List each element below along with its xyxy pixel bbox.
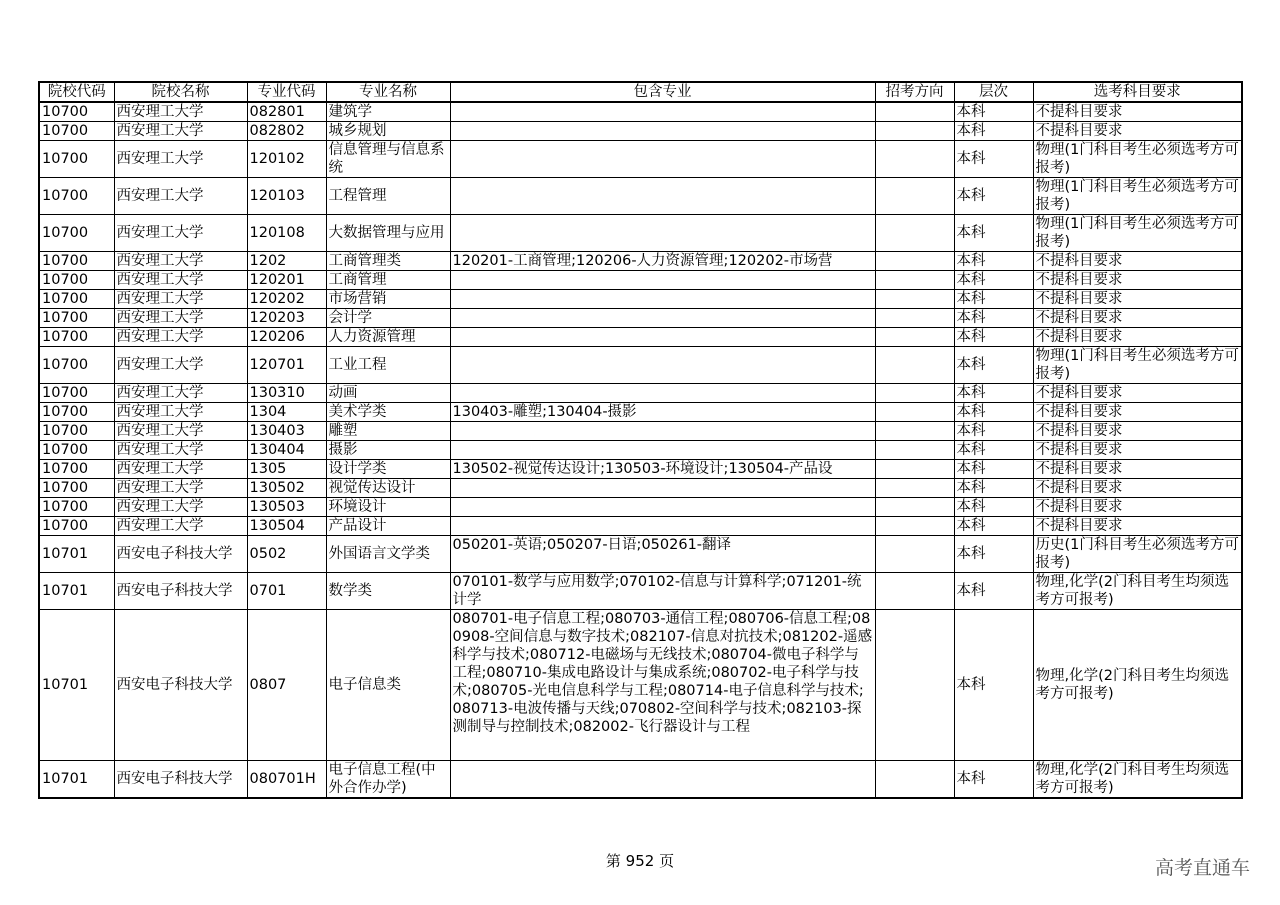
cell-direction <box>875 141 954 178</box>
cell-major-code: 130403 <box>247 422 326 441</box>
cell-major-code: 0502 <box>247 536 326 573</box>
admission-table-sheet <box>38 81 1241 799</box>
cell-level: 本科 <box>954 761 1033 799</box>
cell-major-name: 建筑学 <box>326 102 450 122</box>
cell-major-name: 会计学 <box>326 309 450 328</box>
cell-included-majors <box>450 517 875 536</box>
table-row <box>39 328 1242 347</box>
cell-direction <box>875 252 954 271</box>
cell-subject-requirement: 历史(1门科目考生必须选考方可报考) <box>1033 536 1242 573</box>
cell-subject-requirement: 不提科目要求 <box>1033 403 1242 422</box>
cell-included-majors: 130502-视觉传达设计;130503-环境设计;130504-产品设 <box>450 460 875 479</box>
cell-school-name: 西安理工大学 <box>114 252 247 271</box>
cell-level: 本科 <box>954 384 1033 403</box>
cell-school-name: 西安理工大学 <box>114 290 247 309</box>
cell-school-name: 西安理工大学 <box>114 122 247 141</box>
cell-direction <box>875 215 954 252</box>
table-row <box>39 573 1242 610</box>
table-row <box>39 610 1242 761</box>
cell-level: 本科 <box>954 460 1033 479</box>
table-row <box>39 271 1242 290</box>
cell-school-code: 10700 <box>39 384 114 403</box>
cell-major-code: 130310 <box>247 384 326 403</box>
cell-school-code: 10700 <box>39 271 114 290</box>
table-row <box>39 460 1242 479</box>
cell-included-majors: 070101-数学与应用数学;070102-信息与计算科学;071201-统计学 <box>450 573 875 610</box>
cell-school-name: 西安理工大学 <box>114 328 247 347</box>
header-subject-requirement: 选考科目要求 <box>1033 82 1242 102</box>
cell-subject-requirement: 不提科目要求 <box>1033 271 1242 290</box>
cell-included-majors <box>450 347 875 384</box>
cell-school-name: 西安电子科技大学 <box>114 573 247 610</box>
cell-level: 本科 <box>954 178 1033 215</box>
cell-major-code: 080701H <box>247 761 326 799</box>
cell-level: 本科 <box>954 102 1033 122</box>
cell-included-majors <box>450 422 875 441</box>
cell-major-name: 外国语言文学类 <box>326 536 450 573</box>
cell-major-name: 人力资源管理 <box>326 328 450 347</box>
cell-major-name: 工商管理类 <box>326 252 450 271</box>
cell-direction <box>875 517 954 536</box>
cell-included-majors <box>450 290 875 309</box>
cell-school-name: 西安理工大学 <box>114 384 247 403</box>
cell-direction <box>875 328 954 347</box>
cell-major-code: 120103 <box>247 178 326 215</box>
cell-subject-requirement: 不提科目要求 <box>1033 328 1242 347</box>
cell-major-name: 环境设计 <box>326 498 450 517</box>
cell-major-code: 120108 <box>247 215 326 252</box>
cell-school-name: 西安电子科技大学 <box>114 536 247 573</box>
table-row <box>39 178 1242 215</box>
cell-school-code: 10700 <box>39 309 114 328</box>
cell-school-code: 10701 <box>39 536 114 573</box>
cell-direction <box>875 761 954 799</box>
cell-major-name: 雕塑 <box>326 422 450 441</box>
cell-major-code: 0807 <box>247 610 326 761</box>
cell-direction <box>875 178 954 215</box>
page-number: 第 952 页 <box>605 852 675 870</box>
cell-school-name: 西安理工大学 <box>114 178 247 215</box>
cell-subject-requirement: 不提科目要求 <box>1033 441 1242 460</box>
cell-subject-requirement: 不提科目要求 <box>1033 309 1242 328</box>
cell-major-code: 120201 <box>247 271 326 290</box>
cell-level: 本科 <box>954 422 1033 441</box>
cell-included-majors: 130403-雕塑;130404-摄影 <box>450 403 875 422</box>
cell-included-majors <box>450 498 875 517</box>
table-row <box>39 536 1242 573</box>
cell-included-majors: 120201-工商管理;120206-人力资源管理;120202-市场营 <box>450 252 875 271</box>
table-row <box>39 384 1242 403</box>
cell-direction <box>875 290 954 309</box>
cell-included-majors <box>450 479 875 498</box>
header-school-name: 院校名称 <box>114 82 247 102</box>
cell-major-name: 美术学类 <box>326 403 450 422</box>
cell-included-majors: 050201-英语;050207-日语;050261-翻译 <box>450 536 875 573</box>
cell-level: 本科 <box>954 573 1033 610</box>
cell-direction <box>875 309 954 328</box>
cell-subject-requirement: 物理,化学(2门科目考生均须选考方可报考) <box>1033 573 1242 610</box>
cell-major-code: 130504 <box>247 517 326 536</box>
cell-level: 本科 <box>954 290 1033 309</box>
cell-subject-requirement: 不提科目要求 <box>1033 498 1242 517</box>
cell-school-code: 10700 <box>39 517 114 536</box>
cell-level: 本科 <box>954 536 1033 573</box>
cell-major-name: 电子信息类 <box>326 610 450 761</box>
cell-level: 本科 <box>954 610 1033 761</box>
cell-level: 本科 <box>954 347 1033 384</box>
table-row <box>39 122 1242 141</box>
cell-major-code: 120701 <box>247 347 326 384</box>
table-row <box>39 761 1242 799</box>
cell-major-name: 电子信息工程(中外合作办学) <box>326 761 450 799</box>
cell-major-code: 1305 <box>247 460 326 479</box>
cell-major-code: 130502 <box>247 479 326 498</box>
cell-included-majors <box>450 178 875 215</box>
cell-school-name: 西安理工大学 <box>114 479 247 498</box>
cell-direction <box>875 460 954 479</box>
cell-level: 本科 <box>954 498 1033 517</box>
cell-subject-requirement: 不提科目要求 <box>1033 422 1242 441</box>
cell-school-code: 10700 <box>39 460 114 479</box>
cell-subject-requirement: 不提科目要求 <box>1033 479 1242 498</box>
cell-major-name: 产品设计 <box>326 517 450 536</box>
cell-school-name: 西安理工大学 <box>114 403 247 422</box>
cell-major-name: 工业工程 <box>326 347 450 384</box>
cell-direction <box>875 422 954 441</box>
cell-school-code: 10700 <box>39 441 114 460</box>
cell-major-code: 120202 <box>247 290 326 309</box>
cell-direction <box>875 610 954 761</box>
watermark: 高考直通车 <box>1154 857 1250 879</box>
cell-school-code: 10700 <box>39 347 114 384</box>
cell-major-name: 视觉传达设计 <box>326 479 450 498</box>
cell-level: 本科 <box>954 479 1033 498</box>
cell-included-majors <box>450 141 875 178</box>
cell-subject-requirement: 物理,化学(2门科目考生均须选考方可报考) <box>1033 610 1242 761</box>
table-row <box>39 102 1242 122</box>
cell-direction <box>875 122 954 141</box>
cell-subject-requirement: 不提科目要求 <box>1033 460 1242 479</box>
cell-school-code: 10700 <box>39 215 114 252</box>
cell-school-code: 10701 <box>39 573 114 610</box>
table-row <box>39 252 1242 271</box>
cell-school-code: 10700 <box>39 178 114 215</box>
cell-subject-requirement: 物理,化学(2门科目考生均须选考方可报考) <box>1033 761 1242 799</box>
cell-direction <box>875 498 954 517</box>
table-row <box>39 441 1242 460</box>
table-row <box>39 498 1242 517</box>
cell-major-name: 摄影 <box>326 441 450 460</box>
cell-major-name: 动画 <box>326 384 450 403</box>
cell-included-majors <box>450 384 875 403</box>
cell-level: 本科 <box>954 122 1033 141</box>
cell-school-name: 西安电子科技大学 <box>114 610 247 761</box>
table-row <box>39 347 1242 384</box>
header-major-code: 专业代码 <box>247 82 326 102</box>
cell-included-majors <box>450 271 875 290</box>
cell-major-code: 130404 <box>247 441 326 460</box>
cell-direction <box>875 271 954 290</box>
cell-school-name: 西安理工大学 <box>114 215 247 252</box>
cell-level: 本科 <box>954 517 1033 536</box>
cell-subject-requirement: 物理(1门科目考生必须选考方可报考) <box>1033 178 1242 215</box>
cell-included-majors <box>450 309 875 328</box>
header-level: 层次 <box>954 82 1033 102</box>
cell-major-code: 120203 <box>247 309 326 328</box>
table-row <box>39 215 1242 252</box>
cell-major-name: 信息管理与信息系统 <box>326 141 450 178</box>
cell-school-code: 10700 <box>39 102 114 122</box>
cell-direction <box>875 102 954 122</box>
cell-level: 本科 <box>954 141 1033 178</box>
cell-major-name: 工程管理 <box>326 178 450 215</box>
cell-major-code: 130503 <box>247 498 326 517</box>
cell-school-name: 西安理工大学 <box>114 517 247 536</box>
cell-major-code: 082801 <box>247 102 326 122</box>
cell-direction <box>875 573 954 610</box>
cell-direction <box>875 441 954 460</box>
cell-school-code: 10700 <box>39 403 114 422</box>
cell-major-name: 城乡规划 <box>326 122 450 141</box>
cell-school-code: 10700 <box>39 122 114 141</box>
header-major-name: 专业名称 <box>326 82 450 102</box>
cell-subject-requirement: 物理(1门科目考生必须选考方可报考) <box>1033 347 1242 384</box>
cell-level: 本科 <box>954 403 1033 422</box>
cell-major-code: 082802 <box>247 122 326 141</box>
cell-subject-requirement: 物理(1门科目考生必须选考方可报考) <box>1033 141 1242 178</box>
cell-direction <box>875 347 954 384</box>
cell-school-name: 西安理工大学 <box>114 141 247 178</box>
cell-school-name: 西安理工大学 <box>114 309 247 328</box>
cell-level: 本科 <box>954 215 1033 252</box>
cell-major-code: 120206 <box>247 328 326 347</box>
cell-school-code: 10700 <box>39 290 114 309</box>
cell-included-majors: 080701-电子信息工程;080703-通信工程;080706-信息工程;080908-空间信息与数字技术;082107-信息对抗技术;081202-遥感科学与技术;080712-电磁场与无线技术;080704-微电子科学与工程;080710-集成电路设计与集成系统;080702-电子科学与技术;080705-光电信息科学与工程;080714-电子信息科学与技术;080713-电波传播与天线;070802-空间科学与技术;082103-探测制导与控制技术;082002-飞行器设计与工程 <box>450 610 875 761</box>
cell-major-name: 设计学类 <box>326 460 450 479</box>
cell-school-name: 西安理工大学 <box>114 441 247 460</box>
cell-subject-requirement: 物理(1门科目考生必须选考方可报考) <box>1033 215 1242 252</box>
admission-table <box>38 81 1243 799</box>
cell-school-code: 10701 <box>39 610 114 761</box>
cell-school-code: 10700 <box>39 328 114 347</box>
cell-school-code: 10700 <box>39 498 114 517</box>
table-header <box>39 82 1242 102</box>
cell-school-code: 10700 <box>39 422 114 441</box>
cell-level: 本科 <box>954 309 1033 328</box>
cell-school-name: 西安理工大学 <box>114 102 247 122</box>
cell-school-name: 西安理工大学 <box>114 498 247 517</box>
cell-major-code: 0701 <box>247 573 326 610</box>
table-row <box>39 422 1242 441</box>
cell-included-majors <box>450 328 875 347</box>
cell-major-name: 工商管理 <box>326 271 450 290</box>
cell-direction <box>875 403 954 422</box>
cell-direction <box>875 384 954 403</box>
cell-subject-requirement: 不提科目要求 <box>1033 102 1242 122</box>
cell-school-name: 西安电子科技大学 <box>114 761 247 799</box>
table-row <box>39 517 1242 536</box>
cell-included-majors <box>450 122 875 141</box>
cell-subject-requirement: 不提科目要求 <box>1033 122 1242 141</box>
cell-level: 本科 <box>954 441 1033 460</box>
cell-school-code: 10701 <box>39 761 114 799</box>
cell-level: 本科 <box>954 328 1033 347</box>
cell-school-name: 西安理工大学 <box>114 271 247 290</box>
table-row <box>39 479 1242 498</box>
cell-subject-requirement: 不提科目要求 <box>1033 517 1242 536</box>
header-included-majors: 包含专业 <box>450 82 875 102</box>
cell-major-name: 大数据管理与应用 <box>326 215 450 252</box>
cell-subject-requirement: 不提科目要求 <box>1033 384 1242 403</box>
table-row <box>39 309 1242 328</box>
cell-subject-requirement: 不提科目要求 <box>1033 252 1242 271</box>
cell-school-name: 西安理工大学 <box>114 460 247 479</box>
cell-school-code: 10700 <box>39 252 114 271</box>
cell-school-code: 10700 <box>39 141 114 178</box>
cell-school-name: 西安理工大学 <box>114 422 247 441</box>
cell-major-name: 市场营销 <box>326 290 450 309</box>
cell-level: 本科 <box>954 271 1033 290</box>
table-row <box>39 141 1242 178</box>
cell-included-majors <box>450 102 875 122</box>
cell-included-majors <box>450 441 875 460</box>
cell-major-code: 1304 <box>247 403 326 422</box>
cell-school-name: 西安理工大学 <box>114 347 247 384</box>
cell-major-name: 数学类 <box>326 573 450 610</box>
header-direction: 招考方向 <box>875 82 954 102</box>
cell-included-majors <box>450 761 875 799</box>
table-body <box>39 102 1242 798</box>
table-row <box>39 290 1242 309</box>
cell-school-code: 10700 <box>39 479 114 498</box>
cell-included-majors <box>450 215 875 252</box>
cell-direction <box>875 536 954 573</box>
cell-level: 本科 <box>954 252 1033 271</box>
table-row <box>39 403 1242 422</box>
cell-direction <box>875 479 954 498</box>
cell-major-code: 120102 <box>247 141 326 178</box>
cell-subject-requirement: 不提科目要求 <box>1033 290 1242 309</box>
cell-major-code: 1202 <box>247 252 326 271</box>
header-school-code: 院校代码 <box>39 82 114 102</box>
